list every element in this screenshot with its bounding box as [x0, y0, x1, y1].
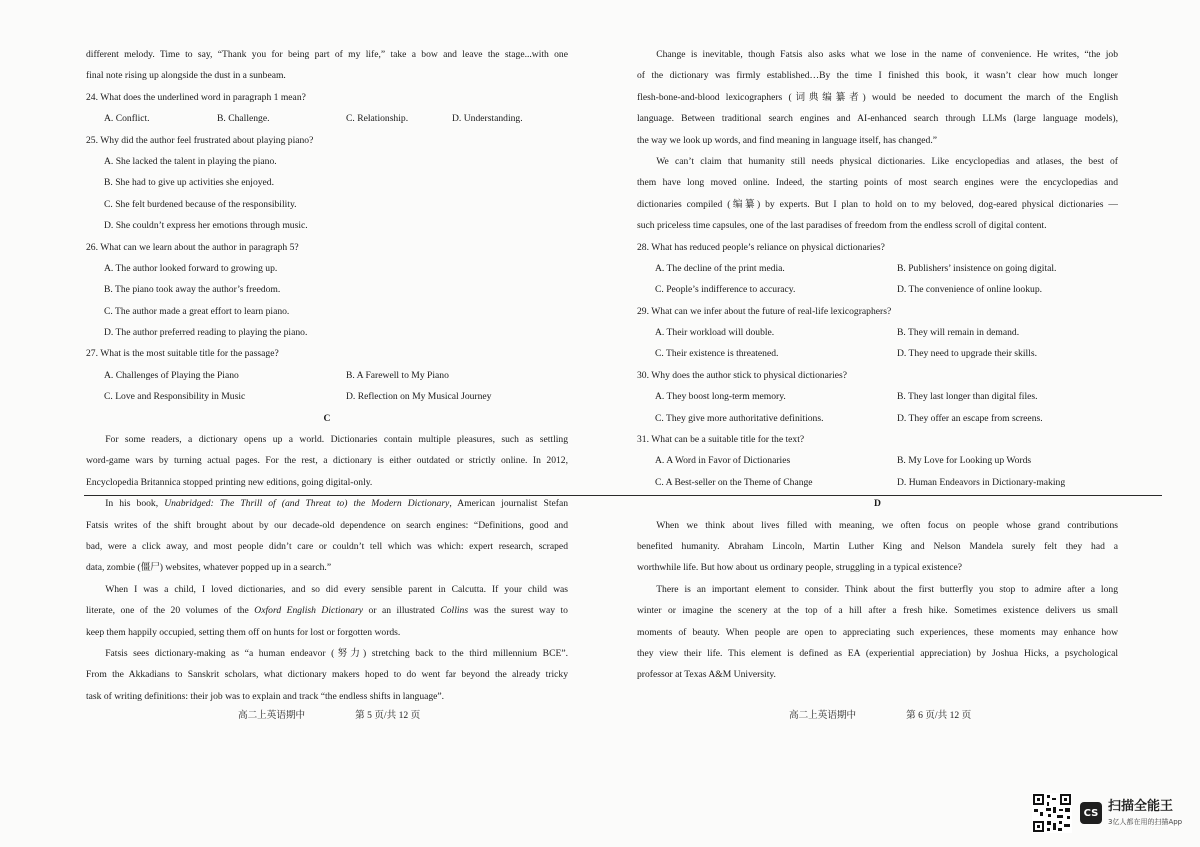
paragraph-line: For some readers, a dictionary opens up a world. Dictionaries contain multiple pleasures, such as settling — [105, 434, 568, 446]
footer-exam-title: 高二上英语期中 — [238, 710, 306, 721]
paragraph-line: winter or imagine the scenery at the top of a hill after a fresh hike. Sometimes existence delivers us small — [637, 605, 1118, 617]
option-a: A. Challenges of Playing the Piano — [104, 369, 239, 381]
option-a: A. She lacked the talent in playing the piano. — [104, 155, 277, 167]
question-29: 29. What can we infer about the future of real-life lexicographers? — [637, 305, 892, 317]
paragraph-line: Change is inevitable, though Fatsis also asks what we lose in the name of convenience. He writes, “the job — [656, 49, 1118, 60]
paragraph-line: they view their life. This element is defined as EA (experiential appreciation) by Joshua Hicks, a psychological — [637, 647, 1118, 659]
right-page — [637, 44, 1118, 686]
paragraph-line: dictionaries compiled (编纂) by experts. But I plan to hold on to my beloved, dog-eared physical dictionaries — — [637, 198, 1118, 210]
option-a: A. Conflict. — [104, 113, 150, 125]
question-30: 30. Why does the author stick to physical dictionaries? — [637, 369, 848, 381]
option-c: C. The author made a great effort to learn piano. — [104, 305, 290, 317]
option-c: C. Relationship. — [346, 113, 409, 125]
option-c: C. Their existence is threatened. — [655, 348, 779, 360]
footer-page-number: 第 6 页/共 12 页 — [906, 710, 972, 721]
book-title: Unabridged: The Thrill of (and Threat to) the Modern Dictionary — [164, 498, 450, 510]
question-27: 27. What is the most suitable title for the passage? — [86, 348, 279, 360]
footer-exam-title: 高二上英语期中 — [789, 710, 857, 721]
option-b: B. My Love for Looking up Words — [897, 455, 1032, 467]
option-a: A. They boost long-term memory. — [655, 391, 786, 403]
option-b: B. They will remain in demand. — [897, 327, 1020, 339]
question-26: 26. What can we learn about the author in paragraph 5? — [86, 241, 299, 253]
paragraph-line: flesh-bone-and-blood lexicographers (词典编纂者) would be needed to document the march of the English — [637, 91, 1118, 103]
paragraph-line: When we think about lives filled with meaning, we often focus on people whose grand contributions — [656, 519, 1118, 531]
paragraph-line: final note rising up alongside the dust in a sunbeam. — [86, 70, 286, 82]
question-28-options-row1 — [637, 258, 1118, 279]
option-a: A. A Word in Favor of Dictionaries — [655, 455, 791, 467]
option-d: D. The convenience of online lookup. — [897, 284, 1043, 296]
option-d: D. Understanding. — [452, 113, 523, 125]
paragraph-line: them have long moved online. Indeed, the starting points of most search engines were the encyclopedias and — [637, 177, 1118, 189]
paragraph-line: When I was a child, I loved dictionaries, and so did every sensible parent in Calcutta. If your child was — [105, 583, 568, 595]
question-31: 31. What can be a suitable title for the text? — [637, 434, 805, 446]
question-28-options-row2 — [637, 279, 1118, 300]
question-29-options-row1 — [637, 322, 1118, 343]
paragraph-line: of the dictionary was firmly established…By the time I finished this book, it wasn’t clear how much longer — [637, 70, 1118, 82]
paragraph-line: worthwhile life. But how about us ordinary people, struggling in a typical existence? — [637, 562, 963, 574]
paragraph-line: From the Akkadians to Sanskrit scholars, what dictionary makers hoped to do went far beyond the already tricky — [86, 669, 568, 681]
paragraph-line: the way we look up words, and find meaning in language itself, has changed.” — [637, 134, 937, 146]
paragraph-line: Fatsis writes of the shift brought about by our decade-old dependence on search engines: “Definitions, good and — [86, 519, 568, 531]
question-24: 24. What does the underlined word in paragraph 1 mean? — [86, 91, 306, 103]
question-30-options-row2 — [637, 408, 1118, 429]
question-25: 25. Why did the author feel frustrated about playing piano? — [86, 134, 314, 146]
scanner-tagline: 3亿人都在用的扫描App — [1108, 818, 1183, 826]
scanner-watermark — [1032, 793, 1182, 833]
scanner-brand-block — [1108, 799, 1182, 827]
section-heading-d: D — [874, 498, 881, 510]
paragraph-line: Encyclopedia Britannica stopped printing new editions, going digital-only. — [86, 476, 373, 488]
paragraph-line: different melody. Time to say, “Thank you for being part of my life,” take a bow and leave the stage...with one — [86, 49, 568, 60]
option-c: C. They give more authoritative definitions. — [655, 412, 824, 424]
option-d: D. Human Endeavors in Dictionary-making — [897, 476, 1066, 488]
paragraph-line — [86, 493, 568, 514]
option-b: B. They last longer than digital files. — [897, 391, 1038, 403]
text-run: or an illustrated — [362, 605, 441, 617]
paragraph-line — [86, 600, 568, 621]
paragraph-line: bad, were a click away, and most people didn’t care or couldn’t tell which was which: expert research, scraped — [86, 540, 568, 552]
dictionary-title: Oxford English Dictionary — [254, 605, 363, 617]
option-d: D. They need to upgrade their skills. — [897, 348, 1037, 360]
fold-divider — [84, 495, 1162, 496]
camscanner-logo: CS — [1080, 802, 1102, 824]
paragraph-line: language. Between traditional search engines and AI-enhanced search through LLMs (large language models), — [637, 113, 1118, 125]
paragraph-line: We can’t claim that humanity still needs physical dictionaries. Like encyclopedias and atlases, the best of — [656, 155, 1118, 167]
option-b: B. A Farewell to My Piano — [346, 369, 449, 381]
option-b: B. Challenge. — [217, 113, 270, 125]
option-c: C. Love and Responsibility in Music — [104, 391, 246, 403]
question-29-options-row2 — [637, 343, 1118, 364]
option-d: D. They offer an escape from screens. — [897, 412, 1043, 424]
paragraph-line: benefited humanity. Abraham Lincoln, Martin Luther King and Nelson Mandela surely felt they had a — [637, 540, 1118, 552]
question-31-options-row1 — [637, 450, 1118, 471]
option-b: B. The piano took away the author’s freedom. — [104, 284, 281, 296]
left-page-footer — [238, 707, 420, 721]
text-run: was the surest way to — [468, 605, 568, 617]
question-24-options — [86, 108, 568, 129]
option-b: B. She had to give up activities she enjoyed. — [104, 177, 274, 189]
paragraph-line: task of writing definitions: their job was to explain and track “the endless shifts in language”. — [86, 690, 445, 702]
paragraph-line: data, zombie (僵尸) websites, whatever popped up in a search.” — [86, 562, 332, 574]
question-28: 28. What has reduced people’s reliance on physical dictionaries? — [637, 241, 885, 253]
question-27-options-row2 — [86, 386, 568, 407]
option-d: D. Reflection on My Musical Journey — [346, 391, 492, 403]
qr-code-icon — [1032, 793, 1072, 833]
left-page — [86, 44, 568, 707]
question-31-options-row2 — [637, 472, 1118, 493]
option-a: A. The author looked forward to growing up. — [104, 262, 278, 274]
paragraph-line: There is an important element to consider. Think about the first butterfly you stop to admire after a long — [656, 583, 1118, 595]
scanner-brand-name: 扫描全能王 — [1108, 799, 1174, 814]
right-page-footer — [789, 707, 971, 721]
text-run: In his book, — [105, 498, 165, 510]
option-b: B. Publishers’ insistence on going digital. — [897, 262, 1057, 274]
text-run: literate, one of the 20 volumes of the — [86, 605, 255, 617]
paragraph-line: such priceless time capsules, one of the last paradises of freedom from the endless scroll of digital content. — [637, 220, 1047, 232]
option-d: D. The author preferred reading to playing the piano. — [104, 327, 308, 339]
dictionary-title: Collins — [440, 605, 469, 617]
text-run: , American journalist Stefan — [449, 498, 568, 510]
option-c: C. She felt burdened because of the responsibility. — [104, 198, 297, 210]
section-heading-c: C — [323, 412, 331, 424]
option-a: A. The decline of the print media. — [655, 262, 785, 274]
question-27-options-row1 — [86, 365, 568, 386]
paragraph-line: word-game wars by turning actual pages. For the rest, a dictionary is either outdated or strictly online. In 2012, — [86, 455, 568, 467]
question-30-options-row1 — [637, 386, 1118, 407]
option-c: C. People’s indifference to accuracy. — [655, 284, 796, 296]
option-d: D. She couldn’t express her emotions through music. — [104, 220, 308, 232]
paragraph-line: Fatsis sees dictionary-making as “a human endeavor (努力) stretching back to the third millennium BCE”. — [105, 647, 568, 659]
option-c: C. A Best-seller on the Theme of Change — [655, 476, 813, 488]
paragraph-line: professor at Texas A&M University. — [637, 669, 776, 681]
paragraph-line: keep them happily occupied, setting them off on hunts for lost or forgotten words. — [86, 626, 401, 638]
paragraph-line: moments of beauty. When people are open to appreciating such experiences, these moments may enhance how — [637, 626, 1118, 638]
footer-page-number: 第 5 页/共 12 页 — [355, 710, 421, 721]
option-a: A. Their workload will double. — [655, 327, 775, 339]
